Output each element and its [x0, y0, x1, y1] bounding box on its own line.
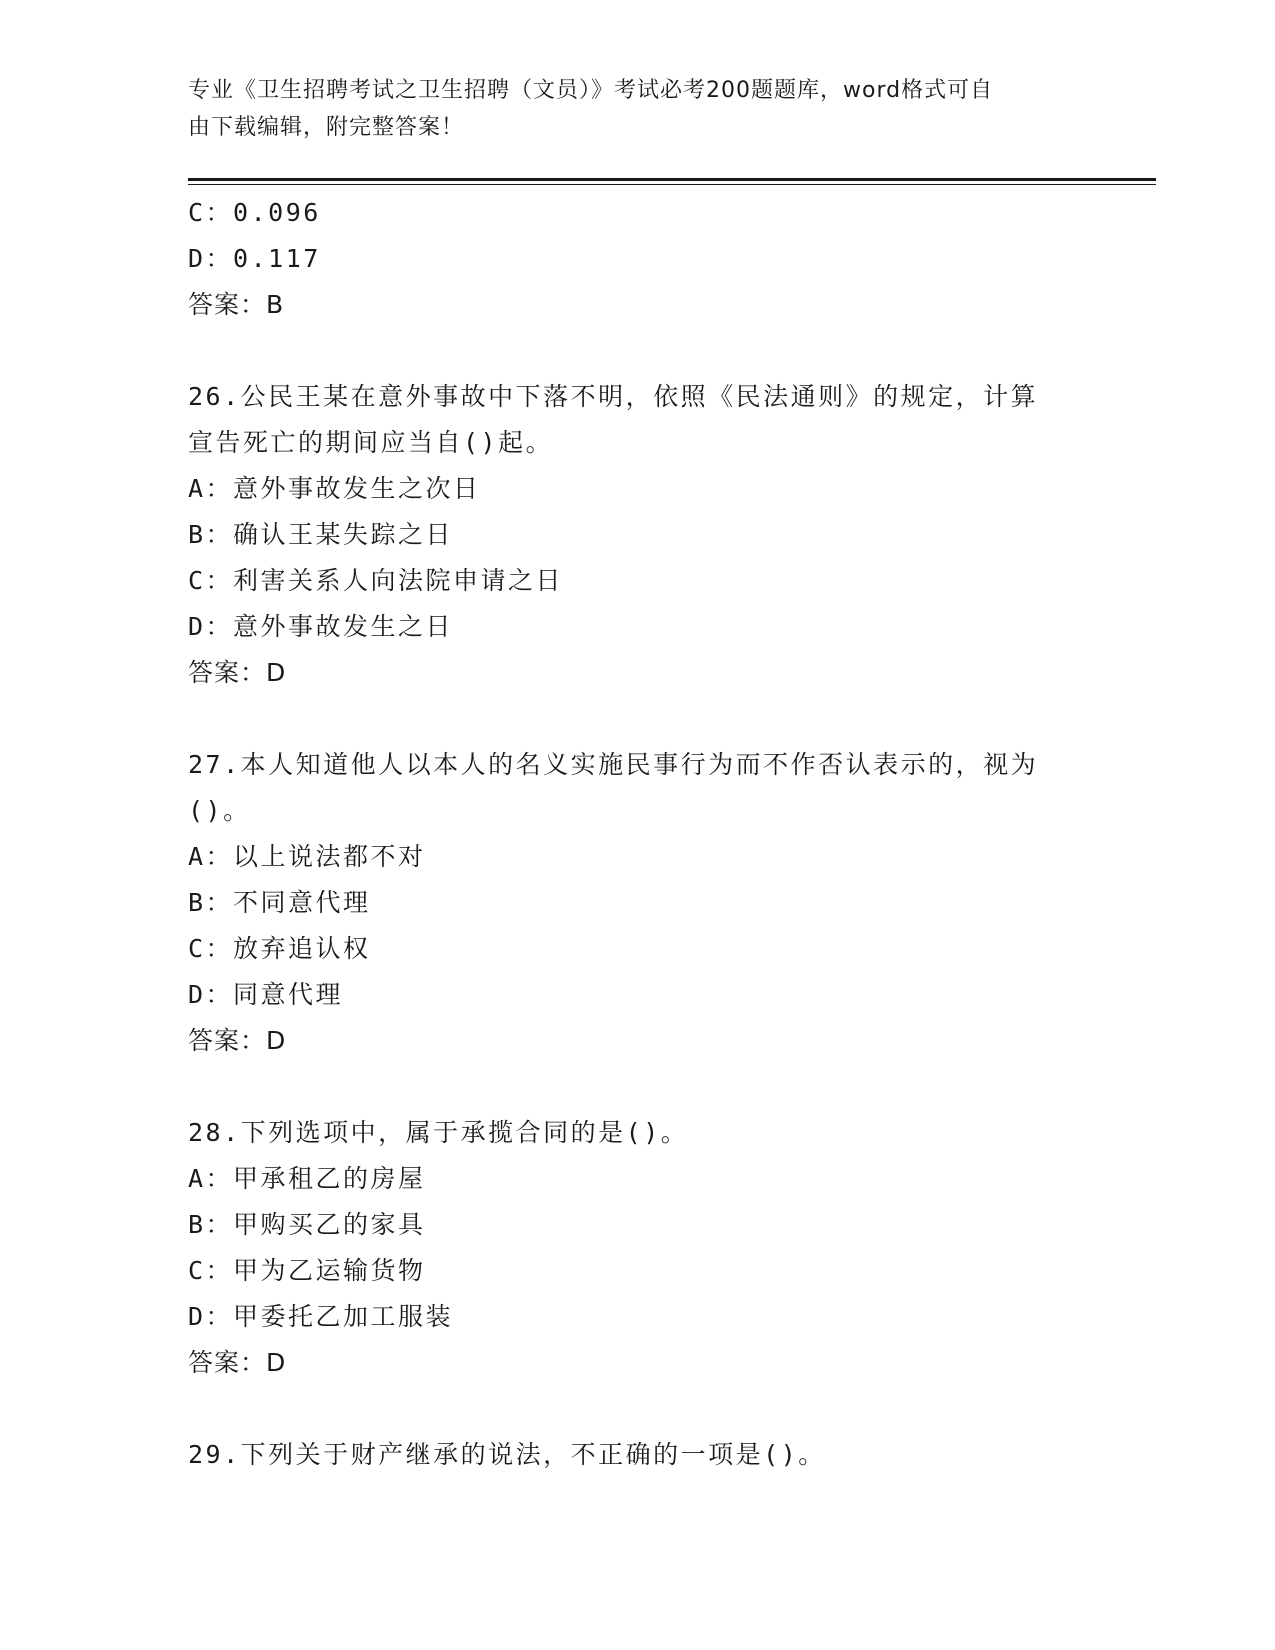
option-c: C：0.096 [188, 198, 321, 227]
option-c: C：放弃追认权 [188, 934, 371, 963]
stem-line: 27.本人知道他人以本人的名义实施民事行为而不作否认表示的，视为 [188, 750, 1039, 779]
question-28 [188, 1110, 1088, 1386]
header-divider-thin [188, 184, 1156, 185]
answer-line: 答案：D [188, 658, 287, 687]
question-stem [188, 1432, 1088, 1478]
option-a: A：以上说法都不对 [188, 842, 426, 871]
stem-line: 28.下列选项中，属于承揽合同的是()。 [188, 1118, 689, 1147]
question-stem [188, 1110, 1088, 1156]
header-line-1: 专业《卫生招聘考试之卫生招聘（文员）》考试必考200题题库，word格式可自 [188, 78, 994, 103]
option-d: D：意外事故发生之日 [188, 612, 454, 641]
question-list [188, 190, 1088, 1478]
option-b: B：不同意代理 [188, 888, 371, 917]
stem-line: 29.下列关于财产继承的说法，不正确的一项是()。 [188, 1440, 826, 1469]
document-header [188, 72, 1068, 146]
option-a: A：甲承租乙的房屋 [188, 1164, 426, 1193]
answer-line: 答案：D [188, 1026, 287, 1055]
spacer [188, 1386, 1088, 1432]
option-c: C：甲为乙运输货物 [188, 1256, 426, 1285]
spacer [188, 1064, 1088, 1110]
carryover-block [188, 190, 1088, 328]
question-27 [188, 742, 1088, 1064]
spacer [188, 696, 1088, 742]
question-stem [188, 742, 1088, 834]
option-d: D：甲委托乙加工服装 [188, 1302, 454, 1331]
header-line-2: 由下载编辑，附完整答案！ [188, 115, 465, 140]
question-stem [188, 374, 1088, 466]
stem-line: 26.公民王某在意外事故中下落不明，依照《民法通则》的规定，计算 [188, 382, 1039, 411]
option-a: A：意外事故发生之次日 [188, 474, 481, 503]
question-26 [188, 374, 1088, 696]
answer-line: 答案：D [188, 1348, 287, 1377]
header-divider-thick [188, 178, 1156, 181]
option-c: C：利害关系人向法院申请之日 [188, 566, 564, 595]
option-b: B：甲购买乙的家具 [188, 1210, 426, 1239]
answer-line: 答案：B [188, 290, 285, 319]
option-b: B：确认王某失踪之日 [188, 520, 454, 549]
stem-line: 宣告死亡的期间应当自()起。 [188, 428, 554, 457]
option-d: D：同意代理 [188, 980, 344, 1009]
stem-line: ()。 [188, 796, 251, 825]
spacer [188, 328, 1088, 374]
option-d: D：0.117 [188, 244, 321, 273]
question-29 [188, 1432, 1088, 1478]
